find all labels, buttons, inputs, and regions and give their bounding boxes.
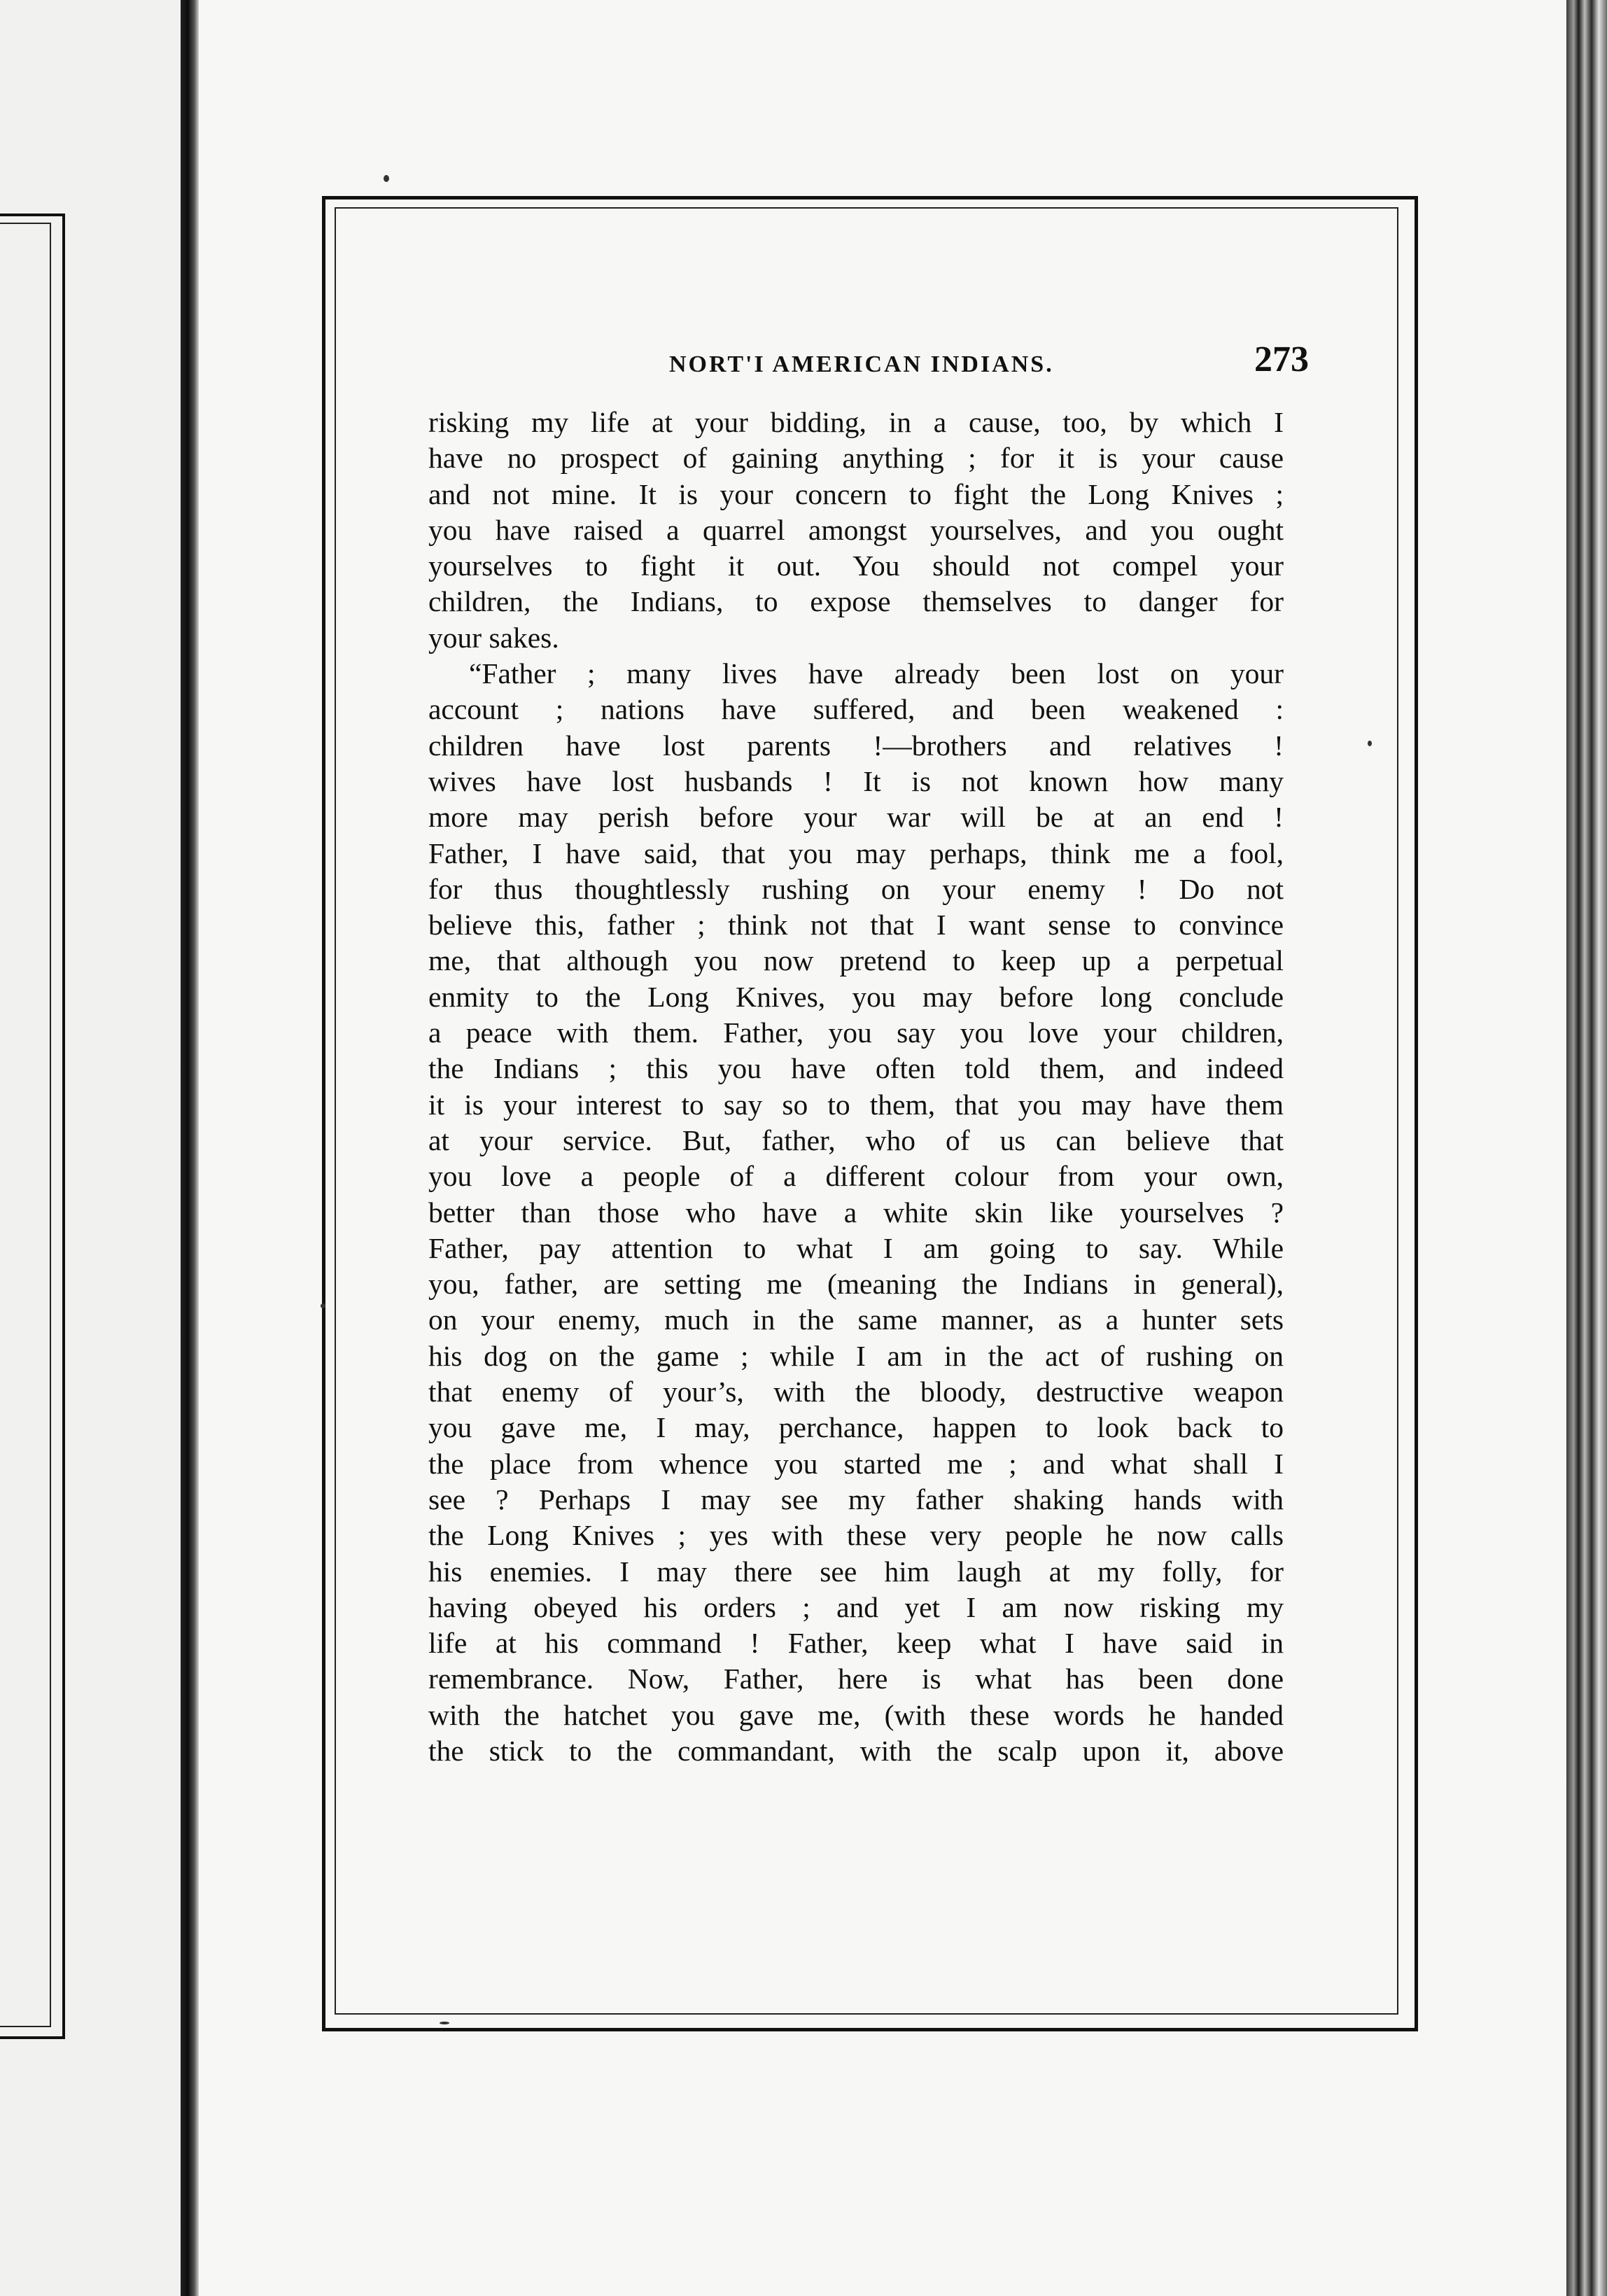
text-line: children have lost parents !—brothers and relatives ! <box>428 729 1284 762</box>
page-edge-shadow <box>1566 0 1607 2296</box>
text-line: a peace with them. Father, you say you love your children, <box>428 1016 1284 1049</box>
scan-speck <box>384 175 389 182</box>
text-line: the Indians ; this you have often told them, and indeed <box>428 1052 1284 1085</box>
text-line: more may perish before your war will be at an end ! <box>428 801 1284 834</box>
page-number: 273 <box>1254 340 1309 379</box>
previous-page-inner-border <box>0 223 51 2027</box>
text-line: risking my life at your bidding, in a cause, too, by which I <box>428 406 1284 438</box>
text-line: and not mine. It is your concern to fight the Long Knives ; <box>428 477 1284 510</box>
text-line: the Long Knives ; yes with these very people he now calls <box>428 1519 1284 1552</box>
text-line: Father, I have said, that you may perhaps, think me a fool, <box>428 836 1284 869</box>
text-line: you gave me, I may, perchance, happen to look back to <box>428 1411 1284 1444</box>
text-line: the place from whence you started me ; and what shall I <box>428 1447 1284 1480</box>
previous-page <box>0 0 188 2296</box>
text-line: yourselves to fight it out. You should not compel your <box>428 550 1284 582</box>
text-line: life at his command ! Father, keep what I have said in <box>428 1627 1284 1660</box>
running-title: NORT'I AMERICAN INDIANS. <box>669 351 1054 377</box>
text-line: enmity to the Long Knives, you may before long conclude <box>428 980 1284 1013</box>
text-line: having obeyed his orders ; and yet I am now risking my <box>428 1590 1284 1623</box>
running-header <box>420 339 1309 388</box>
text-line: believe this, father ; think not that I want sense to convince <box>428 909 1284 941</box>
text-line: better than those who have a white skin like yourselves ? <box>428 1196 1284 1228</box>
text-line: “Father ; many lives have already been lost on your <box>469 657 1284 690</box>
text-line: at your service. But, father, who of us can believe that <box>428 1124 1284 1156</box>
scan-speck <box>321 1303 325 1308</box>
text-line: remembrance. Now, Father, here is what has been done <box>428 1662 1284 1695</box>
text-line: for thus thoughtlessly rushing on your enemy ! Do not <box>428 872 1284 905</box>
text-line: you love a people of a different colour from your own, <box>428 1160 1284 1193</box>
text-line: account ; nations have suffered, and been weakened : <box>428 693 1284 726</box>
text-line: you, father, are setting me (meaning the Indians in general), <box>428 1268 1284 1301</box>
text-line: that enemy of your’s, with the bloody, destructive weapon <box>428 1376 1284 1408</box>
text-line: his enemies. I may there see him laugh at my folly, for <box>428 1555 1284 1588</box>
scan-speck <box>440 2022 449 2024</box>
text-line: you have raised a quarrel amongst yourselves, and you ought <box>428 513 1284 546</box>
text-line: Father, pay attention to what I am going to say. While <box>428 1231 1284 1264</box>
text-line: your sakes. <box>428 621 559 654</box>
text-line: children, the Indians, to expose themselves to danger for <box>428 585 1284 618</box>
text-line: his dog on the game ; while I am in the act of rushing on <box>428 1339 1284 1372</box>
text-line: with the hatchet you gave me, (with these words he handed <box>428 1698 1284 1731</box>
text-line: have no prospect of gaining anything ; for it is your cause <box>428 442 1284 475</box>
text-line: on your enemy, much in the same manner, as a hunter sets <box>428 1303 1284 1336</box>
text-line: see ? Perhaps I may see my father shaking hands with <box>428 1483 1284 1516</box>
text-line: wives have lost husbands ! It is not known how many <box>428 764 1284 797</box>
text-line: me, that although you now pretend to keep up a perpetual <box>428 944 1284 977</box>
body-text <box>428 405 1284 1769</box>
book-gutter <box>181 0 199 2296</box>
text-line: it is your interest to say so to them, that you may have them <box>428 1088 1284 1121</box>
text-line: the stick to the commandant, with the scalp upon it, above <box>428 1734 1284 1767</box>
scan-speck <box>1368 741 1372 746</box>
